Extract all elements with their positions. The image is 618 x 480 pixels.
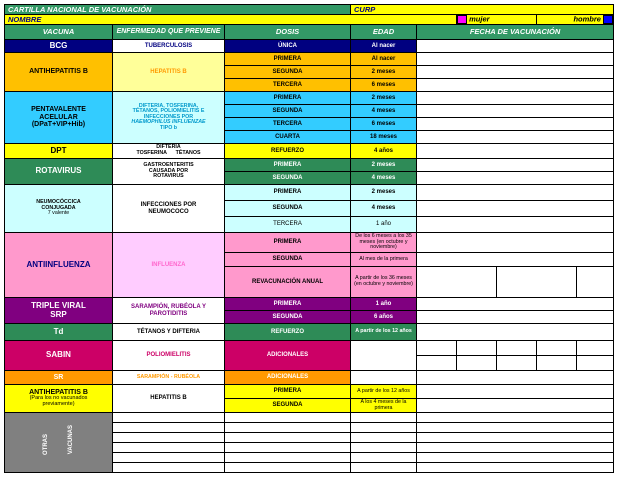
age-flu-1: De los 6 meses a los 35 meses (en octubre y noviembre)	[351, 233, 417, 253]
vacunas-label: VACUNAS	[67, 425, 74, 455]
date-neumo-1[interactable]	[417, 185, 614, 201]
date-sabin-4[interactable]	[537, 341, 577, 356]
date-sabin-10[interactable]	[577, 356, 614, 371]
otras-date-4[interactable]	[417, 443, 614, 453]
dose-bcg-1: ÚNICA	[225, 40, 351, 53]
sex-male[interactable]	[537, 15, 614, 25]
dose-rota-2: SEGUNDA	[225, 172, 351, 185]
vaccination-card	[4, 4, 613, 473]
date-penta-4[interactable]	[417, 131, 614, 144]
disease-penta-line1: DIFTERIA, TOSFERINA,	[138, 102, 199, 109]
date-srp-2[interactable]	[417, 311, 614, 324]
vaccine-hepb2-line2: (Para los no vacunados	[29, 395, 88, 402]
nombre-label: NOMBRE	[5, 15, 457, 25]
vaccine-td: Td	[5, 324, 113, 341]
date-sabin-2[interactable]	[457, 341, 497, 356]
age-srp-1: 1 año	[351, 298, 417, 311]
row-td	[5, 324, 614, 341]
dose-td-1: REFUERZO	[225, 324, 351, 341]
otras-age-1[interactable]	[351, 413, 417, 423]
vaccine-hepb: ANTIHEPATITIS B	[5, 53, 113, 92]
dose-srp-2: SEGUNDA	[225, 311, 351, 324]
date-hepb-2[interactable]	[417, 66, 614, 79]
otras-age-3[interactable]	[351, 433, 417, 443]
date-sabin-5[interactable]	[577, 341, 614, 356]
date-penta-1[interactable]	[417, 92, 614, 105]
age-td-1: A partir de los 12 años	[351, 324, 417, 341]
otras-disease-6[interactable]	[113, 463, 225, 473]
disease-bcg: TUBERCULOSIS	[113, 40, 225, 53]
dose-neumo-2: SEGUNDA	[225, 201, 351, 217]
disease-neumo-line2: NEUMOCOCO	[148, 208, 189, 215]
disease-flu: INFLUENZA	[113, 233, 225, 298]
date-penta-3[interactable]	[417, 118, 614, 131]
dose-srp-1: PRIMERA	[225, 298, 351, 311]
disease-dpt-line1: DIFTERIA	[156, 144, 181, 151]
age-flu-3: A partir de los 36 meses (en octubre y noviembre)	[351, 267, 417, 298]
date-hepb-3[interactable]	[417, 79, 614, 92]
vaccine-bcg: BCG	[5, 40, 113, 53]
age-sabin-1	[351, 341, 417, 371]
age-hepb2-2: A los 4 meses de la primera	[351, 399, 417, 413]
dose-hepb2-1: PRIMERA	[225, 385, 351, 399]
date-rota-1[interactable]	[417, 159, 614, 172]
dose-sr-1: ADICIONALES	[225, 371, 351, 385]
age-hepb-2: 2 meses	[351, 66, 417, 79]
dose-neumo-3: TERCERA	[225, 217, 351, 233]
col-vacuna: VACUNA	[5, 25, 113, 40]
vaccine-penta-line3: (DPaT+VIP+Hib)	[31, 121, 86, 129]
vaccine-dpt: DPT	[5, 144, 113, 159]
col-enfermedad: ENFERMEDAD QUE PREVIENE	[113, 25, 225, 40]
otras-disease-4[interactable]	[113, 443, 225, 453]
disease-neumo-line1: INFECCIONES POR	[140, 202, 197, 209]
date-flu-1[interactable]	[417, 233, 614, 253]
dose-penta-1: PRIMERA	[225, 92, 351, 105]
dose-sabin-1: ADICIONALES	[225, 341, 351, 371]
date-flu-2[interactable]	[417, 253, 614, 267]
date-sabin-3[interactable]	[497, 341, 537, 356]
age-dpt-1: 4 años	[351, 144, 417, 159]
otras-dose-4[interactable]	[225, 443, 351, 453]
age-penta-3: 6 meses	[351, 118, 417, 131]
vaccine-hepb2-line3: previamente)	[42, 401, 75, 408]
date-sabin-1[interactable]	[417, 341, 457, 356]
age-neumo-2: 4 meses	[351, 201, 417, 217]
title-row	[5, 5, 614, 15]
dose-rota-1: PRIMERA	[225, 159, 351, 172]
age-neumo-3: 1 año	[351, 217, 417, 233]
otras-dose-1[interactable]	[225, 413, 351, 423]
otras-date-3[interactable]	[417, 433, 614, 443]
date-srp-1[interactable]	[417, 298, 614, 311]
vaccine-neumo-line1: NEUMOCÓCCICA	[36, 199, 81, 206]
age-rota-1: 2 meses	[351, 159, 417, 172]
vaccine-neumo-line3: 7 valente	[47, 210, 70, 217]
vaccine-sr: SR	[5, 371, 113, 385]
date-penta-2[interactable]	[417, 105, 614, 118]
disease-neumo	[113, 185, 225, 233]
otras-disease-5[interactable]	[113, 453, 225, 463]
disease-penta-line5: TIPO b	[159, 124, 178, 131]
age-hepb-3: 6 meses	[351, 79, 417, 92]
age-srp-2: 6 años	[351, 311, 417, 324]
col-dosis: DOSIS	[225, 25, 351, 40]
dose-neumo-1: PRIMERA	[225, 185, 351, 201]
dose-hepb2-2: SEGUNDA	[225, 399, 351, 413]
vaccine-flu: ANTIINFLUENZA	[5, 233, 113, 298]
date-sabin-7[interactable]	[457, 356, 497, 371]
disease-rota-line3: ROTAVIRUS	[153, 173, 184, 180]
date-hepb2-2[interactable]	[417, 399, 614, 413]
otras-date-1[interactable]	[417, 413, 614, 423]
col-edad: EDAD	[351, 25, 417, 40]
otras-label: OTRAS	[42, 433, 49, 455]
age-hepb2-1: A partir de los 12 años	[351, 385, 417, 399]
disease-penta	[113, 92, 225, 144]
dose-penta-2: SEGUNDA	[225, 105, 351, 118]
disease-penta-line2: TÉTANOS, POLIOMIELITIS E	[132, 108, 205, 115]
card-title: CARTILLA NACIONAL DE VACUNACIÓN	[5, 5, 351, 15]
vaccine-hepb2-line1: ANTIHEPATITIS B	[29, 389, 88, 397]
vaccine-penta	[5, 92, 113, 144]
row-otras-1	[5, 413, 614, 423]
dose-flu-3: REVACUNACIÓN ANUAL	[225, 267, 351, 298]
disease-penta-line4: HAEMOPHILUS INFLUENZAE	[131, 119, 206, 126]
date-hepb2-1[interactable]	[417, 385, 614, 399]
vaccine-neumo	[5, 185, 113, 233]
dose-dpt-1: REFUERZO	[225, 144, 351, 159]
age-penta-2: 4 meses	[351, 105, 417, 118]
vaccination-table	[4, 4, 614, 473]
row-flu-1	[5, 233, 614, 253]
date-dpt-1[interactable]	[417, 144, 614, 159]
vaccine-srp-line1: TRIPLE VIRAL	[31, 301, 86, 311]
disease-dpt-line2: TOSFERINA TÉTANOS	[136, 150, 201, 156]
date-sabin-6[interactable]	[417, 356, 457, 371]
curp-label: CURP	[351, 5, 614, 15]
disease-rota-line1: GASTROENTERITIS	[143, 162, 194, 169]
dose-penta-3: TERCERA	[225, 118, 351, 131]
age-hepb-1: Al nacer	[351, 53, 417, 66]
date-sabin-9[interactable]	[537, 356, 577, 371]
row-sr	[5, 371, 614, 385]
name-row	[5, 15, 614, 25]
age-bcg-1: Al nacer	[351, 40, 417, 53]
row-sabin-1	[5, 341, 614, 356]
sex-female[interactable]	[457, 15, 537, 25]
otras-age-6[interactable]	[351, 463, 417, 473]
dose-penta-4: CUARTA	[225, 131, 351, 144]
otras-age-4[interactable]	[351, 443, 417, 453]
otras-age-5[interactable]	[351, 453, 417, 463]
otras-disease-1[interactable]	[113, 413, 225, 423]
disease-hepb2: HEPATITIS B	[113, 385, 225, 413]
date-flu-3b[interactable]	[497, 267, 577, 298]
column-header-row	[5, 25, 614, 40]
disease-srp	[113, 298, 225, 324]
otras-dose-6[interactable]	[225, 463, 351, 473]
row-srp-1	[5, 298, 614, 311]
row-penta-1	[5, 92, 614, 105]
dose-flu-2: SEGUNDA	[225, 253, 351, 267]
male-checkbox[interactable]	[603, 15, 613, 24]
date-sr-1[interactable]	[417, 371, 614, 385]
otras-date-2[interactable]	[417, 423, 614, 433]
age-penta-4: 18 meses	[351, 131, 417, 144]
otras-vacunas-cell	[5, 413, 113, 473]
age-rota-2: 4 meses	[351, 172, 417, 185]
vaccine-neumo-line2: CONJUGADA	[41, 204, 76, 211]
row-bcg	[5, 40, 614, 53]
date-td-1[interactable]	[417, 324, 614, 341]
disease-dpt	[113, 144, 225, 159]
disease-rota	[113, 159, 225, 185]
row-dpt	[5, 144, 614, 159]
vaccine-rota: ROTAVIRUS	[5, 159, 113, 185]
row-neumo-1	[5, 185, 614, 201]
dose-hepb-3: TERCERA	[225, 79, 351, 92]
vaccine-hepb2	[5, 385, 113, 413]
row-rota-1	[5, 159, 614, 172]
otras-dose-5[interactable]	[225, 453, 351, 463]
disease-srp-line1: SARAMPIÓN, RUBÉOLA Y	[130, 304, 206, 311]
vaccine-srp-line2: SRP	[50, 309, 67, 319]
date-neumo-2[interactable]	[417, 201, 614, 217]
date-flu-3a[interactable]	[417, 267, 497, 298]
disease-td: TÉTANOS Y DIFTERIA	[113, 324, 225, 341]
male-label: hombre	[573, 14, 601, 24]
otras-disease-2[interactable]	[113, 423, 225, 433]
age-sr-1	[351, 371, 417, 385]
date-flu-3c[interactable]	[577, 267, 614, 298]
vaccine-sabin: SABIN	[5, 341, 113, 371]
otras-dose-3[interactable]	[225, 433, 351, 443]
dose-hepb-2: SEGUNDA	[225, 66, 351, 79]
disease-srp-line2: PAROTIDITIS	[149, 310, 188, 317]
vaccine-penta-line2: ACELULAR	[39, 113, 78, 121]
age-penta-1: 2 meses	[351, 92, 417, 105]
date-bcg-1[interactable]	[417, 40, 614, 53]
age-flu-2: Al mes de la primera	[351, 253, 417, 267]
disease-sabin: POLIOMIELITIS	[113, 341, 225, 371]
dose-flu-1: PRIMERA	[225, 233, 351, 253]
age-neumo-1: 2 meses	[351, 185, 417, 201]
date-rota-2[interactable]	[417, 172, 614, 185]
date-sabin-8[interactable]	[497, 356, 537, 371]
otras-age-2[interactable]	[351, 423, 417, 433]
col-fecha: FECHA DE VACUNACIÓN	[417, 25, 614, 40]
female-checkbox[interactable]	[457, 15, 467, 24]
vaccine-srp	[5, 298, 113, 324]
otras-date-5[interactable]	[417, 453, 614, 463]
disease-rota-line2: CAUSADA POR	[148, 167, 189, 174]
disease-sr: SARAMPIÓN - RUBÉOLA	[113, 371, 225, 385]
date-neumo-3[interactable]	[417, 217, 614, 233]
otras-date-6[interactable]	[417, 463, 614, 473]
dose-hepb-1: PRIMERA	[225, 53, 351, 66]
disease-penta-line3: INFECCIONES POR	[143, 113, 194, 120]
otras-disease-3[interactable]	[113, 433, 225, 443]
female-label: mujer	[469, 14, 490, 24]
disease-hepb: HEPATITIS B	[113, 53, 225, 92]
date-hepb-1[interactable]	[417, 53, 614, 66]
row-hepb-1	[5, 53, 614, 66]
row-hepb2-1	[5, 385, 614, 399]
otras-dose-2[interactable]	[225, 423, 351, 433]
vaccine-penta-line1: PENTAVALENTE	[31, 106, 86, 114]
